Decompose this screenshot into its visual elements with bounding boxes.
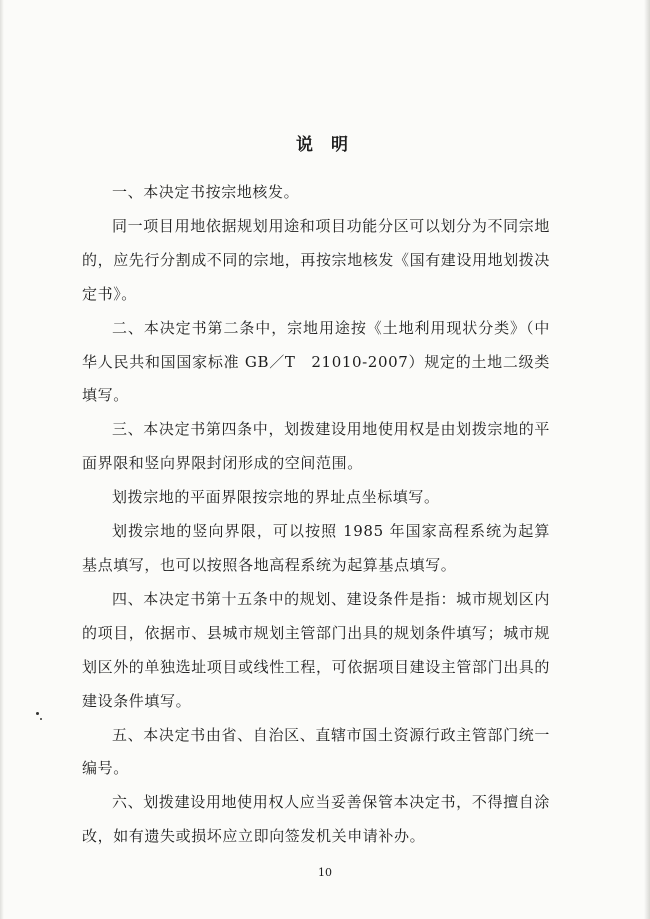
paragraph-2: 同一项目用地依据规划用途和项目功能分区可以划分为不同宗地的，应先行分割成不同的宗地，再按宗地核发《国有建设用地划拨决定书》。 — [82, 216, 551, 303]
paragraph-7: 四、本决定书第十五条中的规划、建设条件是指：城市规划区内的项目，依据市、县城市规划主管部门出具的规划条件填写；城市规划区外的单独选址项目或线性工程，可依据项目建设主管部门出具的建设条件填写。 — [82, 589, 551, 710]
page-title: 说 明 — [296, 135, 354, 155]
paragraph-9: 六、划拨建设用地使用权人应当妥善保管本决定书，不得擅自涂改，如有遗失或损坏应立即向签发机关申请补办。 — [82, 793, 550, 846]
page-number: 10 — [318, 866, 332, 879]
paragraph-4: 三、本决定书第四条中，划拨建设用地使用权是由划拨宗地的平面界限和竖向界限封闭形成的空间范围。 — [82, 420, 550, 473]
paragraph-8: 五、本决定书由省、自治区、直辖市国土资源行政主管部门统一编号。 — [82, 725, 550, 778]
paragraph-6: 划拨宗地的竖向界限，可以按照 1985 年国家高程系统为起算基点填写，也可以按照各地高程系统为起算基点填写。 — [82, 522, 550, 574]
paragraph-5: 划拨宗地的平面界限按宗地的界址点坐标填写。 — [112, 488, 440, 507]
paragraph-1: 一、本决定书按宗地核发。 — [112, 183, 300, 201]
body-text — [82, 176, 550, 854]
scan-speck — [36, 712, 39, 715]
scan-speck — [40, 718, 42, 720]
paragraph-3: 二、本决定书第二条中，宗地用途按《土地利用现状分类》（中华人民共和国国家标准 GB／T 21010-2007）规定的土地二级类填写。 — [82, 318, 550, 405]
